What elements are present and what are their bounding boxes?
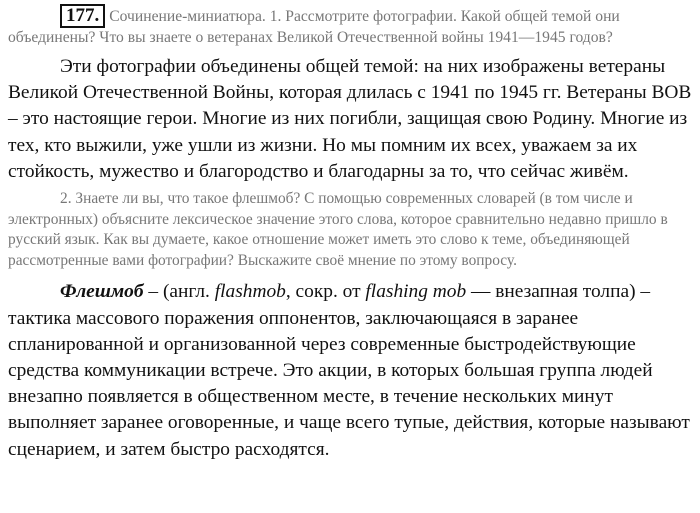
english-phrase: flashing mob [365, 281, 467, 303]
english-word: flashmob [214, 281, 286, 303]
exercise-number-box: 177. [60, 4, 105, 28]
textbook-page [8, 4, 692, 463]
task-1-paragraph [8, 4, 692, 47]
definition-part-3: — внезапная толпа) – тактика массового поражения оппонентов, заключающаяся в заранее спланированной и организованной через современные быстродействующие средства коммуникации встрече. Это акции, в которых большая группа людей внезапно появляется в общественном месте, в течение нескольких минут выполняет заранее оговоренные, и чаще всего тупые, действия, которые называют сценарием, и затем быстро расходятся. [8, 281, 690, 460]
definition-part-2: , сокр. от [285, 281, 366, 303]
answer-1-paragraph: Эти фотографии объединены общей темой: на них изображены ветераны Великой Отечественной Войны, которая длилась с 1941 по 1945 гг. Ветераны ВОВ – это настоящие герои. Многие из них погибли, защищая свою Родину. Многие из тех, кто выжили, уже ушли из жизни. Но мы помним их всех, уважаем за их стойкость, мужество и благородство и благодарны за то, что сейчас живём. [8, 56, 692, 182]
task-2-paragraph: 2. Знаете ли вы, что такое флешмоб? С помощью современных словарей (в том числе и электронных) объясните лексическое значение этого слова, которое сравнительно недавно пришло в русский язык. Как вы думаете, какое отношение может иметь это слово к теме, объединяющей рассмотренные вами фотографии? Выскажите своё мнение по этому вопросу. [8, 190, 668, 269]
answer-2-paragraph [8, 279, 692, 462]
definition-part-1: – (англ. [143, 281, 215, 303]
task-1-text: Сочинение-миниатюра. 1. Рассмотрите фотографии. Какой общей темой они объединены? Что вы знаете о ветеранах Великой Отечественной войны 1941—1945 годов? [8, 8, 620, 46]
term-flashmob: Флешмоб [60, 281, 144, 303]
